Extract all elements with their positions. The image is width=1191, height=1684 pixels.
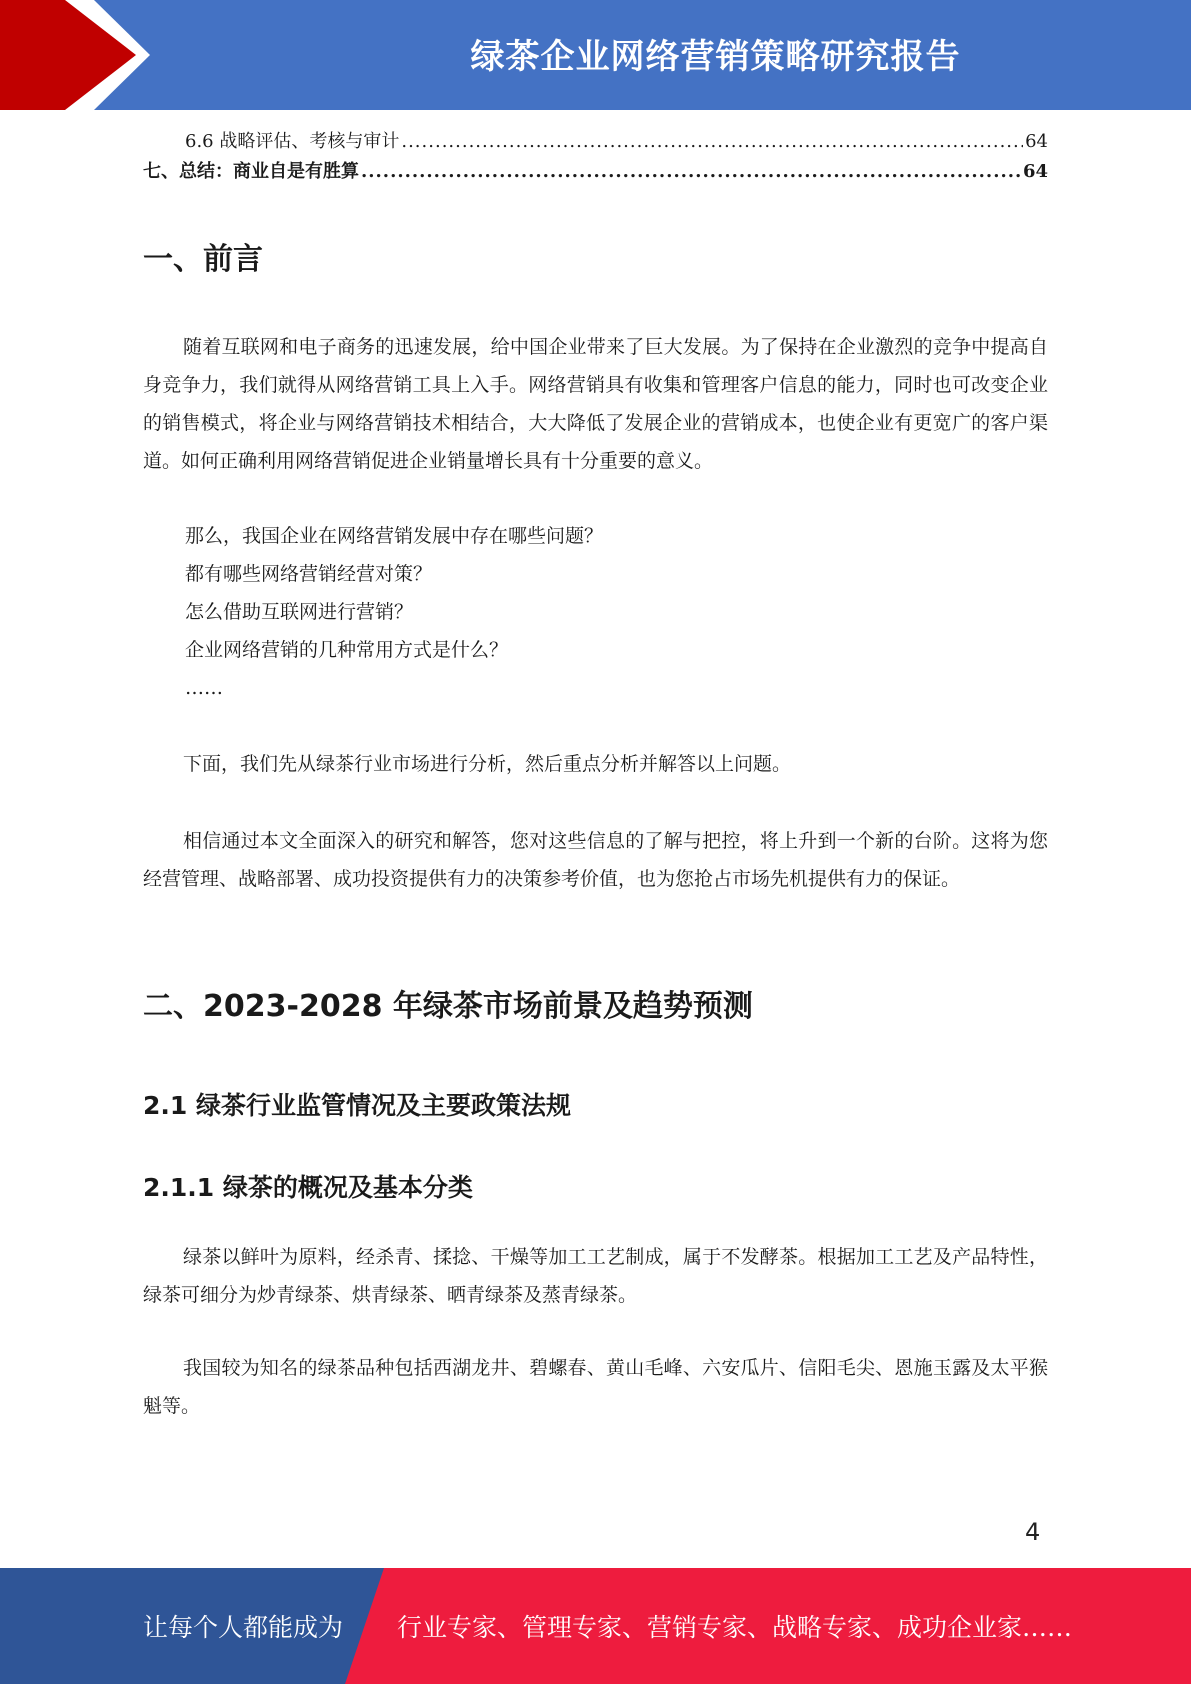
header-title: 绿茶企业网络营销策略研究报告 xyxy=(470,36,961,77)
preface-paragraph: 随着互联网和电子商务的迅速发展，给中国企业带来了巨大发展。为了保持在企业激烈的竞争中提高自身竞争力，我们就得从网络营销工具上入手。网络营销具有收集和管理客户信息的能力，同时也可改变企业的销售模式，将企业与网络营销技术相结合，大大降低了发展企业的营销成本，也使企业有更宽广的客户渠道。如何正确利用网络营销促进企业销量增长具有十分重要的意义。 xyxy=(143,336,1048,472)
header-chevron-decoration xyxy=(0,0,160,110)
question-item: 那么，我国企业在网络营销发展中存在哪些问题？ xyxy=(185,525,604,547)
toc-entry-label: 6.6 战略评估、考核与审计 xyxy=(185,131,400,152)
subsection-heading-regulation: 2.1 绿茶行业监管情况及主要政策法规 xyxy=(143,1091,571,1120)
toc-leader-dots xyxy=(361,158,1021,186)
green-tea-definition-paragraph: 绿茶以鲜叶为原料，经杀青、揉捻、干燥等加工工艺制成，属于不发酵茶。根据加工工艺及产品特性，绿茶可细分为炒青绿茶、烘青绿茶、晒青绿茶及蒸青绿茶。 xyxy=(143,1246,1048,1306)
question-item: 企业网络营销的几种常用方式是什么？ xyxy=(185,639,509,661)
question-item: 都有哪些网络营销经营对策？ xyxy=(185,563,433,585)
footer-slogan-right: 行业专家、管理专家、营销专家、战略专家、成功企业家…… xyxy=(397,1613,1073,1642)
section-heading-forecast: 二、2023-2028 年绿茶市场前景及趋势预测 xyxy=(143,989,753,1024)
toc-leader-dots xyxy=(401,128,1023,156)
toc-entry[interactable] xyxy=(143,128,1048,156)
subsection-heading-overview: 2.1.1 绿茶的概况及基本分类 xyxy=(143,1173,473,1202)
section-heading-preface: 一、前言 xyxy=(143,242,263,277)
conclusion-paragraph: 相信通过本文全面深入的研究和解答，您对这些信息的了解与把控，将上升到一个新的台阶。这将为您经营管理、战略部署、成功投资提供有力的决策参考价值，也为您抢占市场先机提供有力的保证。 xyxy=(143,830,1048,890)
toc-entry-page: 64 xyxy=(1025,131,1048,152)
intro-paragraph: 下面，我们先从绿茶行业市场进行分析，然后重点分析并解答以上问题。 xyxy=(183,753,792,775)
question-item: 怎么借助互联网进行营销？ xyxy=(185,601,414,623)
toc-entry-label: 七、总结：商业自是有胜算 xyxy=(143,161,359,182)
question-item: …… xyxy=(185,677,223,699)
page-footer xyxy=(0,1568,1191,1684)
question-list xyxy=(185,517,603,707)
toc-entry-page: 64 xyxy=(1022,161,1048,182)
page-header xyxy=(0,0,1191,110)
toc-entry[interactable] xyxy=(143,158,1048,186)
page-number: 4 xyxy=(1025,1518,1041,1546)
footer-slogan-left: 让每个人都能成为 xyxy=(143,1613,344,1642)
green-tea-varieties-paragraph: 我国较为知名的绿茶品种包括西湖龙井、碧螺春、黄山毛峰、六安瓜片、信阳毛尖、恩施玉露及太平猴魁等。 xyxy=(143,1357,1048,1417)
